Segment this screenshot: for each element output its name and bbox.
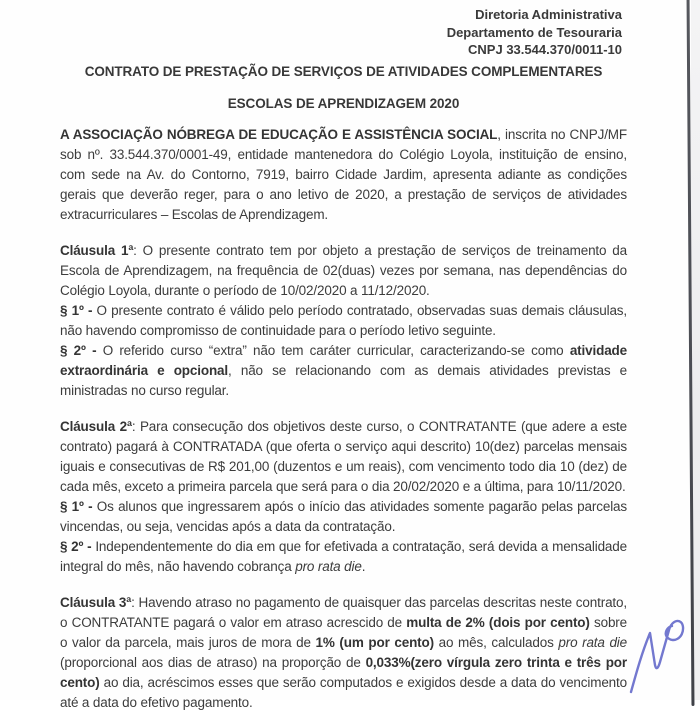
document-subtitle: ESCOLAS DE APRENDIZAGEM 2020 (227, 96, 460, 111)
letterhead-line-1: Diretoria Administrativa (475, 7, 622, 22)
document-paragraphs (60, 125, 627, 713)
paragraph-clausula-2-paragrafo-2: § 2º - Independentemente do dia em que for efetivada a contratação, será devida a mensalidade integral do mês, não havendo cobrança pro rata die. (60, 539, 627, 574)
document-title: CONTRATO DE PRESTAÇÃO DE SERVIÇOS DE ATIVIDADES COMPLEMENTARES (84, 64, 603, 79)
initials-stroke (631, 621, 683, 692)
letterhead-line-3: CNPJ 33.544.370/0011-10 (468, 42, 622, 57)
paragraph-intro: A ASSOCIAÇÃO NÓBREGA DE EDUCAÇÃO E ASSISTÊNCIA SOCIAL, inscrita no CNPJ/MF sob nº. 33.544.370/0001-49, entidade mantenedora do Colégio Loyola, instituição de ensino, com sede na Av. do Contorno, 7919, bairro Cidade Jardim, apresenta adiante as condições gerais que deverão reger, para o ano letivo de 2020, a prestação de serviços de atividades extracurriculares – Escolas de Aprendizagem. (60, 127, 627, 222)
paragraph-clausula-1-paragrafo-1: § 1º - O presente contrato é válido pelo período contratado, observadas suas demais cláusulas, não havendo compromisso de continuidade para o período letivo seguinte. (60, 303, 628, 338)
paragraph-clausula-1-paragrafo-2: § 2º - O referido curso “extra” não tem caráter curricular, caracterizando-se como atividade extraordinária e opcional, não se relacionando com as demais atividades previstas e ministradas no curso regular. (60, 343, 628, 398)
paragraph-clausula-1: Cláusula 1ª: O presente contrato tem por objeto a prestação de serviços de treinamento da Escola de Aprendizagem, na frequência de 02(duas) vezes por semana, nas dependências do Colégio Loyola, durante o período de 10/02/2020 a 11/12/2020. (60, 243, 627, 298)
letterhead (447, 6, 622, 59)
paragraph-clausula-3: Cláusula 3ª: Havendo atraso no pagamento de quaisquer das parcelas descritas neste contrato, o CONTRATANTE pagará o valor em atraso acrescido de multa de 2% (dois por cento) sobre o valor da parcela, mais juros de mora de 1% (um por cento) ao mês, calculados pro rata die (proporcional aos dias de atraso) na proporção de 0,033%(zero vírgula zero trinta e três por cento) ao dia, acréscimos esses que serão computados e exigidos desde a data do vencimento até a data do efetivo pagamento. (60, 595, 628, 710)
handwritten-initials (626, 608, 690, 700)
paragraph-clausula-2-paragrafo-1: § 1º - Os alunos que ingressarem após o início das atividades somente pagarão pelas parcelas vincendas, ou seja, vencidas após a data da contratação. (60, 499, 627, 534)
paragraph-clausula-2: Cláusula 2ª: Para consecução dos objetivos deste curso, o CONTRATANTE (que adere a este contrato) pagará à CONTRATADA (que oferta o serviço aqui descrito) 10(dez) parcelas mensais iguais e consecutivas de R$ 201,00 (duzentos e um reais), com vencimento todo dia 10 (dez) de cada mês, exceto a primeira parcela que será para o dia 20/02/2020 e a última, para 10/11/2020. (60, 419, 628, 494)
letterhead-line-2: Departamento de Tesouraria (446, 24, 622, 40)
